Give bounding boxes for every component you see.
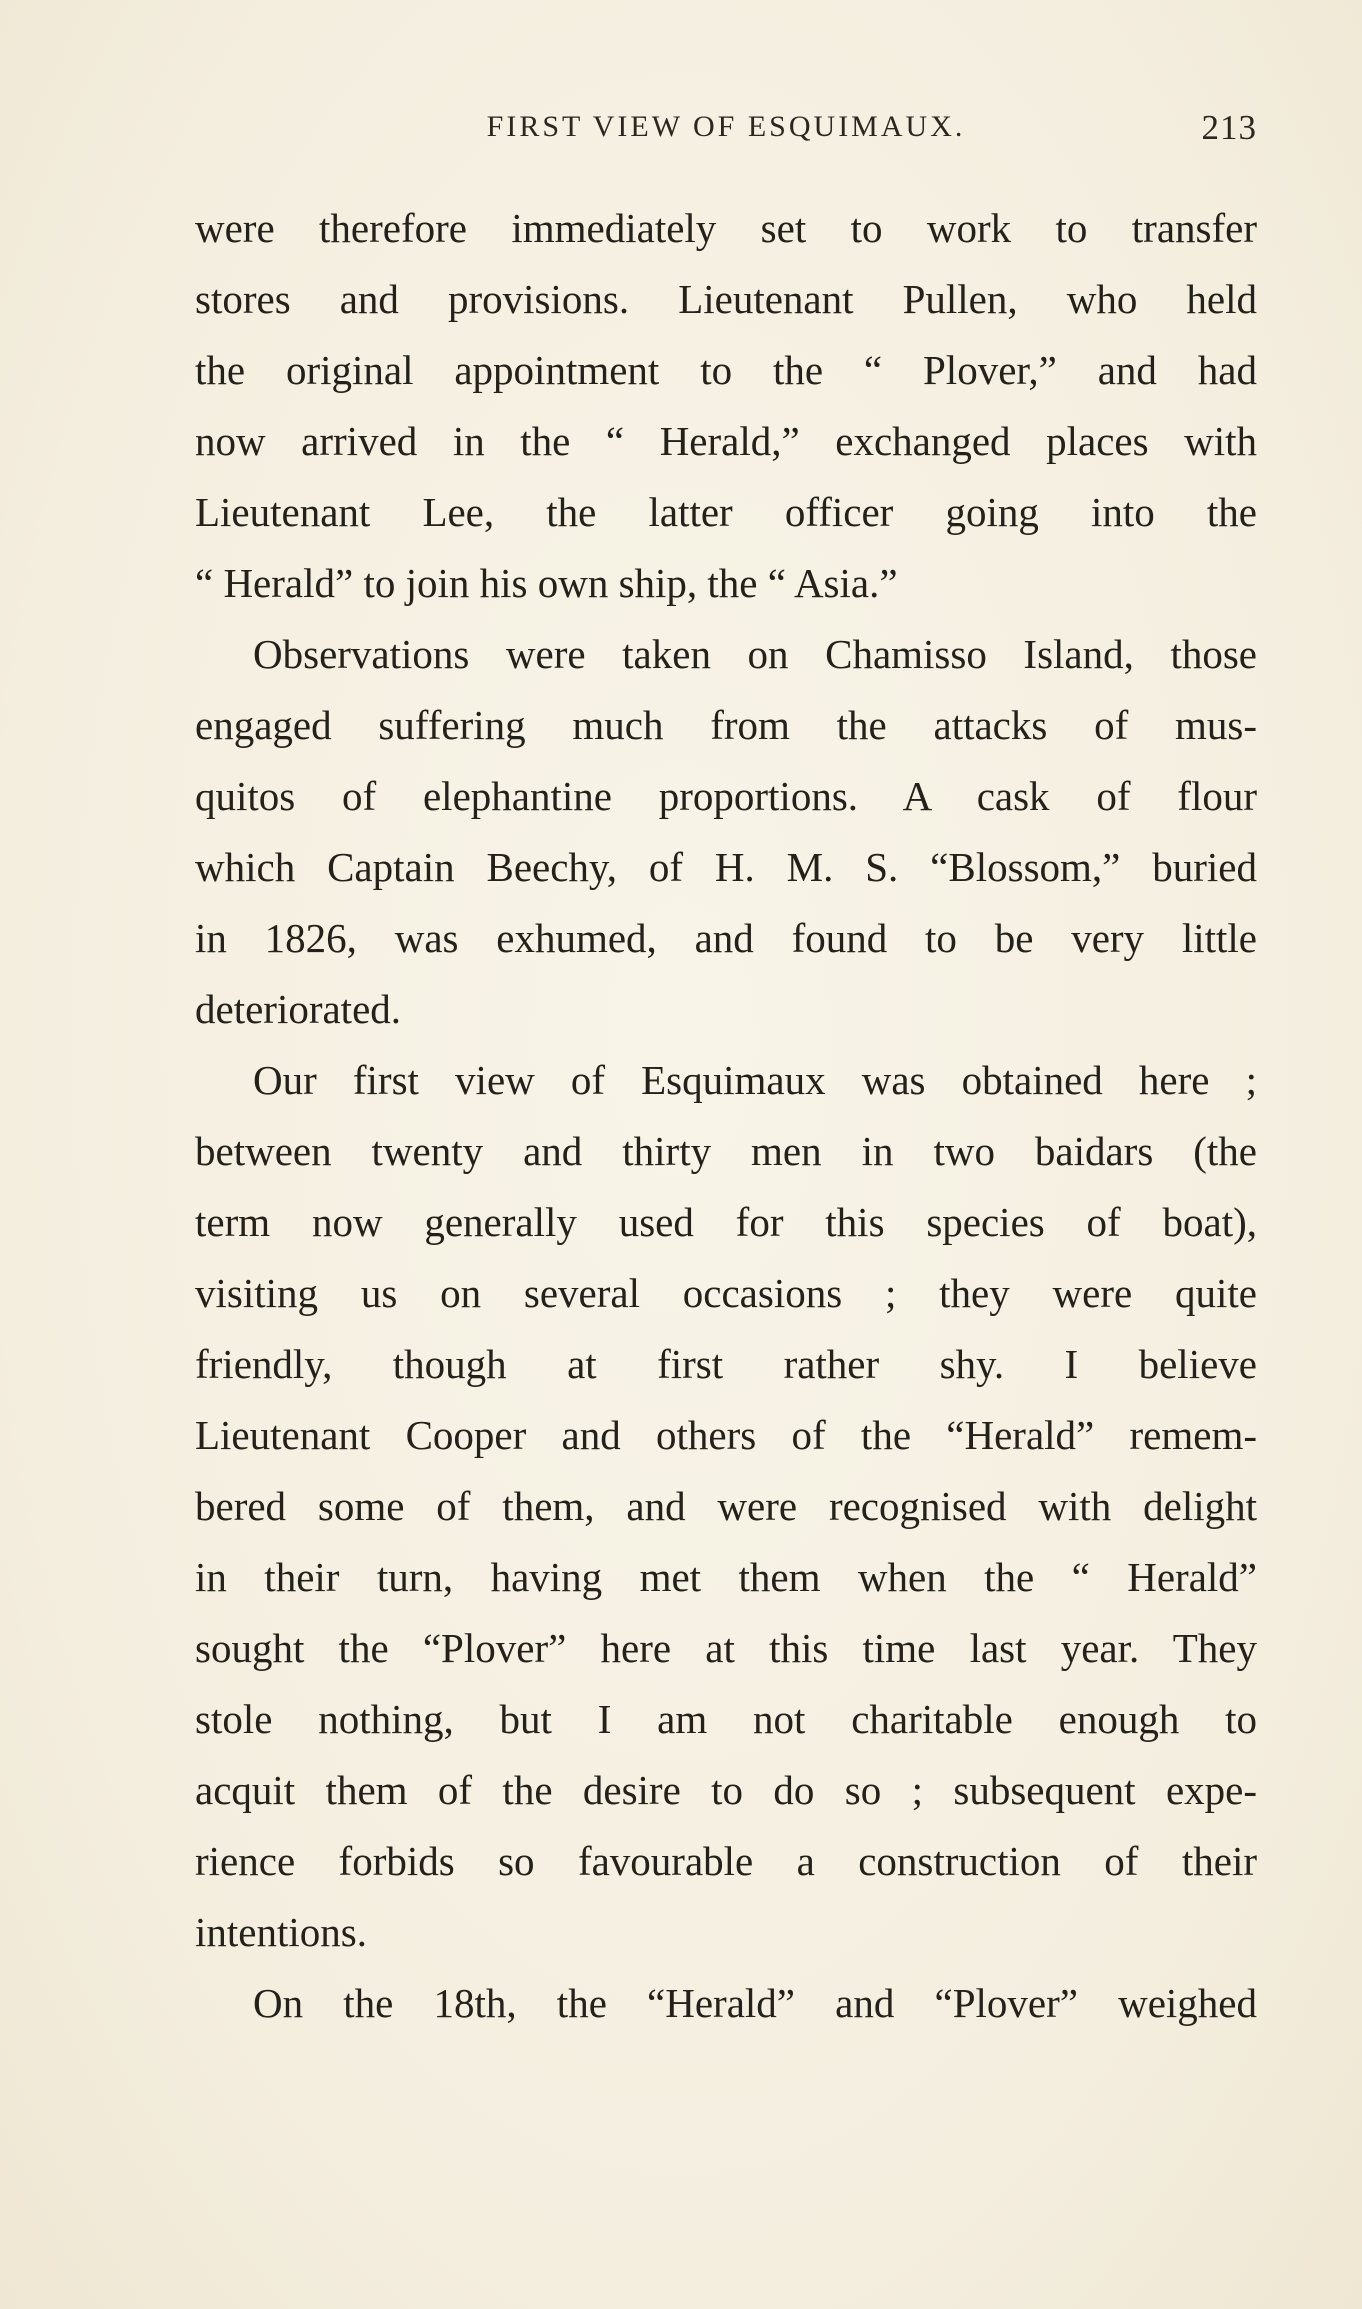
text-line: were therefore immediately set to work to transfer (195, 205, 1257, 251)
text-line: Observations were taken on Chamisso Island, those (253, 631, 1257, 677)
text-line: which Captain Beechy, of H. M. S. “Blossom,” buried (195, 844, 1257, 890)
text-line: visiting us on several occasions ; they were quite (195, 1270, 1257, 1316)
text-line: Lieutenant Cooper and others of the “Herald” remem- (195, 1412, 1257, 1458)
text-line: deteriorated. (195, 986, 402, 1032)
text-line: term now generally used for this species of boat), (195, 1199, 1257, 1245)
text-line: On the 18th, the “Herald” and “Plover” weighed (253, 1980, 1257, 2026)
text-line: friendly, though at first rather shy. I believe (195, 1341, 1257, 1387)
text-line: now arrived in the “ Herald,” exchanged places with (195, 418, 1257, 464)
page-header (195, 108, 1257, 148)
text-line: Our first view of Esquimaux was obtained here ; (253, 1057, 1257, 1103)
text-line: sought the “Plover” here at this time last year. They (195, 1625, 1257, 1671)
text-line: in 1826, was exhumed, and found to be very little (195, 915, 1257, 961)
running-head: FIRST VIEW OF ESQUIMAUX. (486, 110, 966, 143)
text-line: Lieutenant Lee, the latter officer going into the (195, 489, 1257, 535)
text-line: stole nothing, but I am not charitable enough to (195, 1696, 1257, 1742)
text-line: between twenty and thirty men in two baidars (the (195, 1128, 1257, 1174)
text-line: intentions. (195, 1909, 367, 1955)
text-line: bered some of them, and were recognised with delight (195, 1483, 1257, 1529)
text-line: the original appointment to the “ Plover,” and had (195, 347, 1257, 393)
text-line: acquit them of the desire to do so ; subsequent expe- (195, 1767, 1257, 1813)
text-line: in their turn, having met them when the “ Herald” (195, 1554, 1257, 1600)
text-line: “ Herald” to join his own ship, the “ Asia.” (195, 560, 898, 606)
text-line: stores and provisions. Lieutenant Pullen, who held (195, 276, 1257, 322)
text-line: rience forbids so favourable a construction of their (195, 1838, 1257, 1884)
body-text (195, 193, 1257, 2039)
page-number: 213 (1201, 108, 1257, 147)
text-line: quitos of elephantine proportions. A cask of flour (195, 773, 1257, 819)
text-line: engaged suffering much from the attacks of mus- (195, 702, 1257, 748)
